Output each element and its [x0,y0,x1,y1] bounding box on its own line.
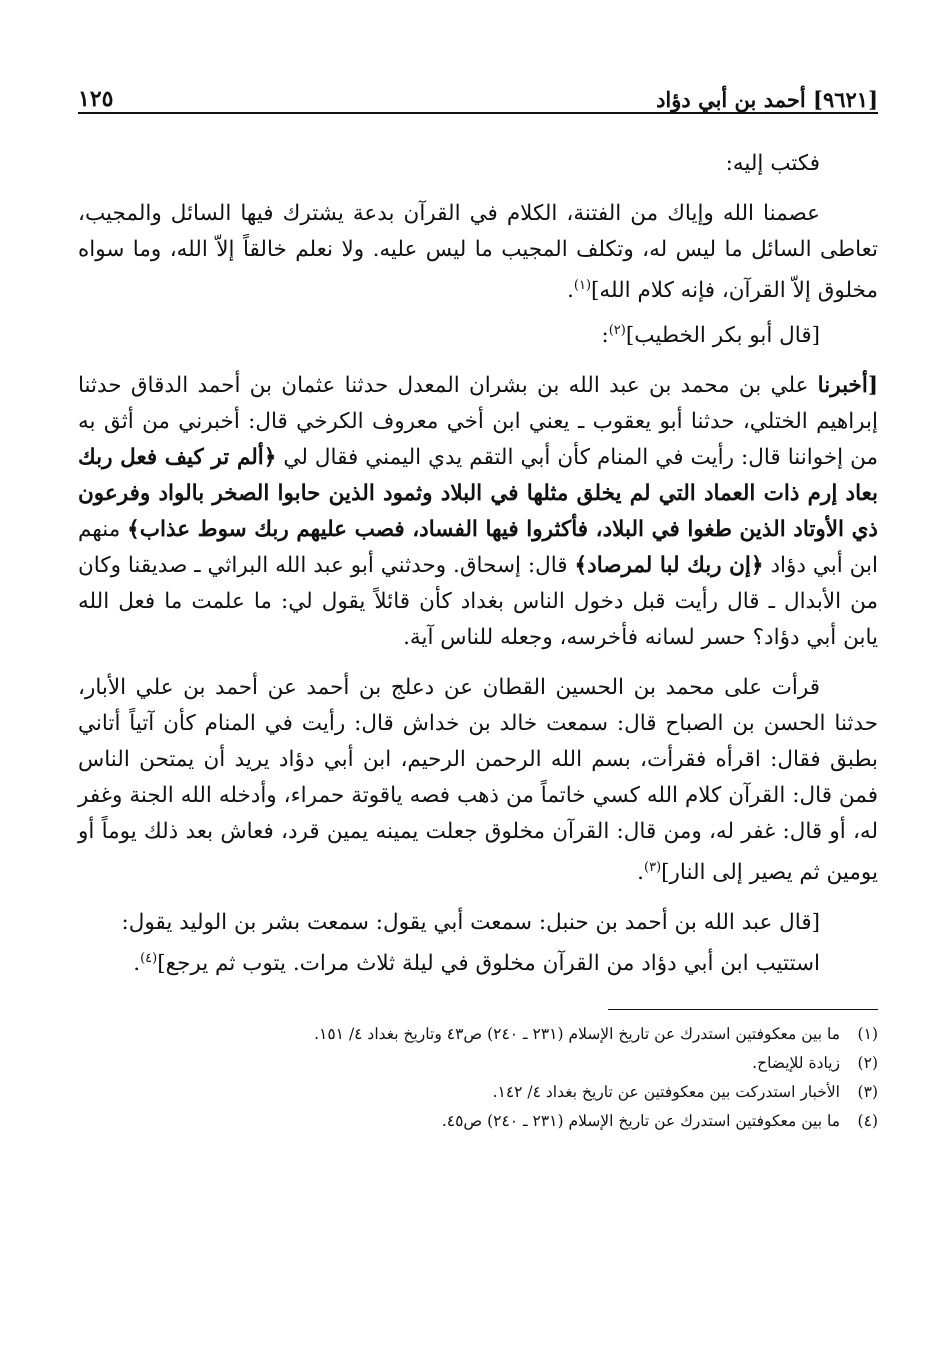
paragraph-6-end: . [133,951,141,977]
footnote-text: زيادة للإيضاح. [752,1053,840,1072]
footnote-item [78,1020,878,1049]
paragraph-1-text: فكتب إليه: [725,151,820,176]
paragraph-6 [78,905,878,982]
quran-quote-1: ﴿ألم تر كيف فعل ربك بعاد إرم ذات العماد التي لم يخلق مثلها في البلاد وثمود الذين حابوا الصخر بالواد وفرعون ذي الأوتاد الذين طغوا في البلاد، فأكثروا فيها الفساد، فصب عليهم ربك سوط عذاب﴾ [78,445,878,543]
footnote-number: (١) [857,1024,878,1043]
paragraph-4-text-c: قال: إسحاق. وحدثني أبو عبد الله البراثي ـ صديقنا وكان من الأبدال ـ قال رأيت قبل دخول الناس بغداد كأن قائلاً يقول لي: ما علمت ما فعل الله يابن أبي دؤاد؟ حسر لسانه فأخرسه، وجعله للناس آية. [78,553,878,651]
paragraph-3 [78,313,878,354]
main-text [78,146,878,983]
footnote-text: ما بين معكوفتين استدرك عن تاريخ الإسلام (٢٣١ ـ ٢٤٠) ص٤٥. [441,1111,840,1130]
quran-quote-2: ﴿إن ربك لبا لمرصاد﴾ [574,553,764,579]
footnote-number: (٣) [857,1082,878,1101]
footnote-ref-2: (٢) [608,323,626,339]
paragraph-4-text-b: منهم ابن أبي دؤاد [78,517,878,579]
paragraph-4 [78,368,878,656]
page-header [78,68,878,114]
footnote-ref-3: (٣) [644,860,662,876]
footnote-item [78,1078,878,1107]
footnote-text: ما بين معكوفتين استدرك عن تاريخ الإسلام (٢٣١ ـ ٢٤٠) ص٤٣ وتاريخ بغداد ٤/ ١٥١. [314,1024,840,1043]
footnote-item [78,1049,878,1078]
paragraph-4-text-a: علي بن محمد بن عبد الله بن بشران المعدل حدثنا عثمان بن أحمد الدقاق حدثنا إبراهيم الختلي، حدثنا أبو يعقوب ـ يعني ابن أخي معروف الكرخي قال: أخبرني من أثق به من إخواننا قال: رأيت في المنام كأن أبي التقم يدي اليمني فقال لي [78,373,878,471]
paragraph-5 [78,670,878,891]
paragraph-2 [78,196,878,309]
paragraph-3-end: : [601,323,609,349]
paragraph-6-line-1: [قال عبد الله بن أحمد بن حنبل: سمعت أبي يقول: سمعت بشر بن الوليد يقول: [121,910,820,936]
akhbarana-label: [أخبرنا [817,373,878,399]
paragraph-5-end: . [637,860,644,886]
running-title: [٩٦٢١] أحمد بن أبي دؤاد [656,87,878,112]
book-page [78,68,878,1328]
footnote-ref-4: (٤) [140,951,158,967]
footnote-number: (٤) [857,1111,878,1130]
footnote-number: (٢) [857,1053,878,1072]
paragraph-3-text: [قال أبو بكر الخطيب] [625,323,820,349]
paragraph-2-text: عصمنا الله وإياك من الفتنة، الكلام في القرآن بدعة يشترك فيها السائل والمجيب، تعاطى السائل ما ليس له، وتكلف المجيب ما ليس عليه. ولا نعلم خالقاً إلاّ الله، وما سواه مخلوق إلاّ القرآن، فإنه كلام الله] [78,201,878,304]
paragraph-2-end: . [567,278,574,304]
paragraph-5-text: قرأت على محمد بن الحسين القطان عن دعلج بن أحمد عن أحمد بن علي الأبار، حدثنا الحسن بن الصباح قال: سمعت خالد بن خداش قال: رأيت في المنام كأن آتياً أتاني بطبق فقال: اقرأه فقرأت، بسم الله الرحمن الرحيم، ابن أبي دؤاد يريد أن يمتحن الناس فمن قال: القرآن كلام الله كسي خاتماً من ذهب فصه ياقوتة حمراء، وأدخله الله الجنة وغفر له، أو قال: غفر له، ومن قال: القرآن مخلوق جعلت يمينه يمين قرد، فعاش بعد ذلك يوماً أو يومين ثم يصير إلى النار] [78,675,878,886]
footnote-ref-1: (١) [573,278,592,293]
paragraph-6-line-2: استتيب ابن أبي دؤاد من القرآن مخلوق في ليلة ثلاث مرات. يتوب ثم يرجع] [157,951,820,977]
footnote-text: الأخبار استدركت بين معكوفتين عن تاريخ بغداد ٤/ ١٤٢. [492,1082,840,1101]
page-number: ١٢٥ [78,86,114,112]
footnote-divider [608,1009,878,1010]
footnote-item [78,1107,878,1136]
footnotes [78,1020,878,1136]
paragraph-1 [78,146,878,182]
